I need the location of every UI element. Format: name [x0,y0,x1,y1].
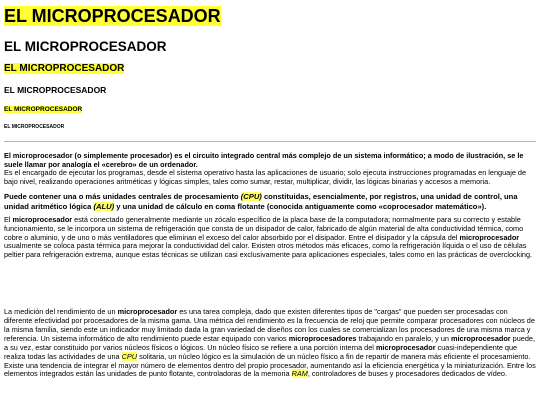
units-text-2: constituidas, esencialmente, por registros, una unidad de control, una unidad aritmético lógica [4,192,518,211]
heading-level-3 [4,63,536,75]
heading-level-1 [4,6,536,27]
conn-bold-2: microprocesador [459,232,520,242]
perf-text-6: solitaria, un núcleo lógico es la simulación de un núcleo físico a fin de repartir de manera más eficiente el procesamiento. Existe una tendencia de integrar el mayor número de elementos dentro del propio procesador, aumentando así la eficiencia energética y la miniaturización. Entre los elementos integrados están las unidades de punto flotante, controladoras de la memoria [4,351,536,379]
conn-text-3: usualmente se coloca pasta térmica para mejorar la conductividad del calor. Existen otros métodos más eficaces, como la refrigeración líquida o el uso de células peltier para refrigeración extrema, aunque estas técnicas se utilizan casi exclusivamente para aplicaciones especiales, tales como en las prácticas de overclocking. [4,241,533,260]
perf-text-3: trabajando en paralelo, y un [356,333,452,343]
conn-bold-1: microprocesador [12,214,73,224]
perf-bold-4: microprocesador [375,342,436,352]
conn-text-2: está conectado generalmente mediante un zócalo específico de la placa base de la computadora; normalmente para su correcto y estable funcionamiento, se le incorpora un sistema de refrigeración que consta de un disipador de calor, fabricado de algún material de alta conductividad térmica, como cobre o aluminio, y de uno o más ventiladores que eliminan el exceso del calor absorbido por el disipador. Entre el disipador y la cápsula del [4,214,524,242]
intro-bold-text: El microprocesador (o simplemente procesador) es el circuito integrado central más complejo de un sistema informático; a modo de ilustración, se le suele llamar por analogía el «cerebro» de un ordenador. [4,150,524,169]
intro-paragraph [4,152,536,188]
heading-5-text: EL MICROPROCESADOR [4,106,83,114]
connection-paragraph [4,216,536,260]
units-text-1: Puede contener una o más unidades centrales de procesamiento [4,192,241,202]
heading-level-4: EL MICROPROCESADOR [4,84,107,95]
alu-highlight: (ALU) [93,201,115,211]
heading-level-5 [4,106,536,113]
units-text-3: y una unidad de cálculo en coma flotante (conocida antiguamente como «coprocesador matemático»). [114,201,487,211]
performance-paragraph [4,308,536,379]
units-paragraph [4,192,536,211]
perf-bold-1: microprocesador [117,307,178,317]
heading-3-text: EL MICROPROCESADOR [4,63,125,75]
perf-text-1: La medición del rendimiento de un [4,307,118,317]
cpu-highlight: (CPU) [240,192,262,202]
perf-bold-3: microprocesador [451,333,511,343]
heading-level-2: EL MICROPROCESADOR [4,38,167,54]
horizontal-divider [4,141,536,142]
perf-text-4: puede, a su vez, estar constituido por varios núcleos físicos o lógicos. Un núcleo físico se refiere a una porción interna del [4,333,535,352]
perf-text-7: , controladores de buses y procesadores dedicados de vídeo. [307,369,507,379]
heading-1-text: EL MICROPROCESADOR [4,6,221,26]
perf-ram-highlight: RAM [291,369,308,379]
heading-level-6: EL MICROPROCESADOR [4,123,65,130]
perf-bold-2: microprocesadores [288,333,357,343]
blank-gap [4,265,536,308]
intro-plain-text: Es el encargado de ejecutar los programas, desde el sistema operativo hasta las aplicaciones de usuario; solo ejecuta instrucciones programadas en lenguaje de bajo nivel, realizando operaciones aritméticas y lógicas simples, tales como sumar, restar, multiplicar, dividir, las lógicas binarias y accesos a memoria. [4,168,527,187]
perf-text-5: cuasi-independiente que realiza todas las actividades de una [4,342,518,361]
perf-cpu-highlight: CPU [121,351,138,361]
conn-text-1: El [4,214,13,224]
perf-text-2: es una tarea compleja, dado que existen diferentes tipos de "cargas" que pueden ser procesadas con diferente efectividad por procesadores de la misma gama. Una métrica del rendimiento es la frecuencia de reloj que permite comparar procesadores con núcleos de la misma familia, siendo este un indicador muy limitado dada la gran variedad de diseños con los cuales se comercializan los procesadores de una misma marca y referencia. Un sistema informático de alto rendimiento puede estar equipado con varios [4,307,535,343]
